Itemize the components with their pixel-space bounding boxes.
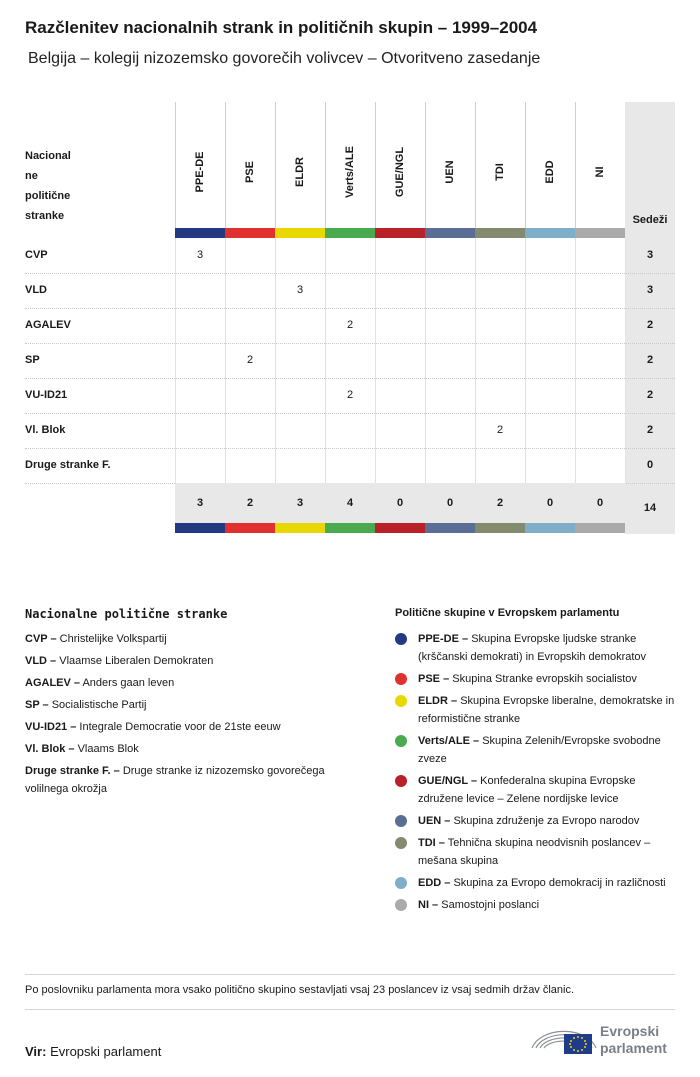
- group-color-dot: [395, 815, 407, 827]
- table-row: [25, 238, 675, 274]
- group-color-dot: [395, 899, 407, 911]
- group-color-bar: [375, 228, 425, 238]
- group-legend-item: TDI – Tehnična skupina neodvisnih poslancev – mešana skupina: [395, 834, 680, 870]
- row-total: 2: [646, 424, 654, 436]
- party-legend-item: CVP – Christelijke Volkspartij: [25, 633, 167, 645]
- group-color-dot: [395, 735, 407, 747]
- group-color-dot: [395, 673, 407, 685]
- table-row: [25, 308, 675, 344]
- column-header: NI: [575, 102, 626, 228]
- party-legend-item: Druge stranke F. – Druge stranke iz nizozemsko govorečega volilnega okrožja: [25, 765, 325, 795]
- column-header: UEN: [425, 102, 476, 228]
- group-total: 2: [246, 497, 254, 509]
- groups-legend-title: Politične skupine v Evropskem parlamentu: [395, 607, 620, 619]
- group-total: 3: [296, 497, 304, 509]
- page-title: Razčlenitev nacionalnih strank in političnih skupin – 1999–2004: [25, 18, 538, 37]
- party-name: SP: [25, 354, 40, 366]
- grand-total: 14: [643, 502, 657, 514]
- party-name: AGALEV: [25, 319, 71, 331]
- seat-cell: 2: [496, 424, 504, 436]
- group-color-bar: [475, 523, 525, 533]
- group-color-bar: [325, 523, 375, 533]
- party-legend-item: SP – Socialistische Partij: [25, 699, 147, 711]
- group-color-dot: [395, 837, 407, 849]
- row-total: 3: [646, 249, 654, 261]
- party-legend-item: Vl. Blok – Vlaams Blok: [25, 743, 139, 755]
- group-color-bar: [225, 228, 275, 238]
- column-header: EDD: [525, 102, 576, 228]
- footnote: Po poslovniku parlamenta mora vsako politično skupino sestavljati vsaj 23 poslancev iz vsaj sedmih držav članic.: [25, 984, 575, 996]
- column-header: ELDR: [275, 102, 326, 228]
- group-legend-item: PSE – Skupina Stranke evropskih socialistov: [395, 670, 680, 688]
- totals-row: [175, 483, 625, 523]
- group-color-bar: [475, 228, 525, 238]
- party-legend-item: AGALEV – Anders gaan leven: [25, 677, 175, 689]
- party-name: VLD: [25, 284, 47, 296]
- group-legend-item: Verts/ALE – Skupina Zelenih/Evropske svobodne zveze: [395, 732, 680, 768]
- column-header: PPE-DE: [175, 102, 226, 228]
- group-total: 0: [546, 497, 554, 509]
- table-row: [25, 273, 675, 309]
- group-color-bar: [275, 523, 325, 533]
- parties-legend-title: Nacionalne politične stranke: [25, 607, 228, 621]
- divider: [25, 1009, 675, 1010]
- row-total: 2: [646, 319, 654, 331]
- seats-header: Sedeži: [632, 214, 668, 226]
- group-color-bar: [575, 228, 625, 238]
- group-color-dot: [395, 633, 407, 645]
- party-name: Vl. Blok: [25, 424, 66, 436]
- group-color-dot: [395, 695, 407, 707]
- divider: [25, 974, 675, 975]
- group-color-bar: [575, 523, 625, 533]
- group-color-bar: [425, 523, 475, 533]
- party-legend-item: VLD – Vlaamse Liberalen Demokraten: [25, 655, 214, 667]
- table-row: [25, 343, 675, 379]
- group-color-bar: [175, 228, 225, 238]
- row-total: 0: [646, 459, 654, 471]
- seat-cell: 3: [196, 249, 204, 261]
- group-color-bar: [275, 228, 325, 238]
- group-legend-item: PPE-DE – Skupina Evropske ljudske stranke (krščanski demokrati) in Evropskih demokratov: [395, 630, 680, 666]
- seat-cell: 2: [346, 319, 354, 331]
- column-header: Verts/ALE: [325, 102, 376, 228]
- column-header: PSE: [225, 102, 276, 228]
- row-total: 3: [646, 284, 654, 296]
- group-total: 4: [346, 497, 354, 509]
- table-row: [25, 378, 675, 414]
- column-header: TDI: [475, 102, 526, 228]
- group-color-dot: [395, 775, 407, 787]
- group-total: 3: [196, 497, 204, 509]
- group-legend-item: NI – Samostojni poslanci: [395, 896, 680, 914]
- group-legend-item: EDD – Skupina za Evropo demokracij in različnosti: [395, 874, 680, 892]
- table-row: [25, 448, 675, 484]
- party-legend-item: VU-ID21 – Integrale Democratie voor de 21ste eeuw: [25, 721, 281, 733]
- group-total: 2: [496, 497, 504, 509]
- page-subtitle: Belgija – kolegij nizozemsko govorečih volivcev – Otvoritveno zasedanje: [28, 50, 541, 67]
- hemicycle-icon: [530, 1018, 600, 1058]
- group-total: 0: [596, 497, 604, 509]
- source-line: Vir: Evropski parlament: [25, 1044, 162, 1059]
- table-row: [25, 413, 675, 449]
- group-total: 0: [396, 497, 404, 509]
- logo-text: Evropski parlament: [600, 1023, 667, 1056]
- group-color-bar: [325, 228, 375, 238]
- group-color-bar: [525, 523, 575, 533]
- row-total: 2: [646, 354, 654, 366]
- parties-legend: [25, 630, 365, 802]
- group-color-bar: [425, 228, 475, 238]
- row-total: 2: [646, 389, 654, 401]
- seat-cell: 2: [346, 389, 354, 401]
- group-color-bar: [375, 523, 425, 533]
- seat-cell: 3: [296, 284, 304, 296]
- group-color-dot: [395, 877, 407, 889]
- party-name: VU-ID21: [25, 389, 68, 401]
- group-color-bar: [225, 523, 275, 533]
- group-legend-item: ELDR – Skupina Evropske liberalne, demokratske in reformistične stranke: [395, 692, 680, 728]
- row-header: Nacional ne politične stranke: [25, 150, 71, 222]
- group-legend-item: GUE/NGL – Konfederalna skupina Evropske združene levice – Zelene nordijske levice: [395, 772, 680, 808]
- party-name: CVP: [25, 249, 48, 261]
- seats-table: [25, 102, 675, 534]
- groups-legend: [395, 630, 680, 918]
- group-total: 0: [446, 497, 454, 509]
- group-color-bar: [175, 523, 225, 533]
- group-legend-item: UEN – Skupina združenje za Evropo narodov: [395, 812, 680, 830]
- seat-cell: 2: [246, 354, 254, 366]
- group-color-bar: [525, 228, 575, 238]
- column-header: GUE/NGL: [375, 102, 426, 228]
- party-name: Druge stranke F.: [25, 459, 111, 471]
